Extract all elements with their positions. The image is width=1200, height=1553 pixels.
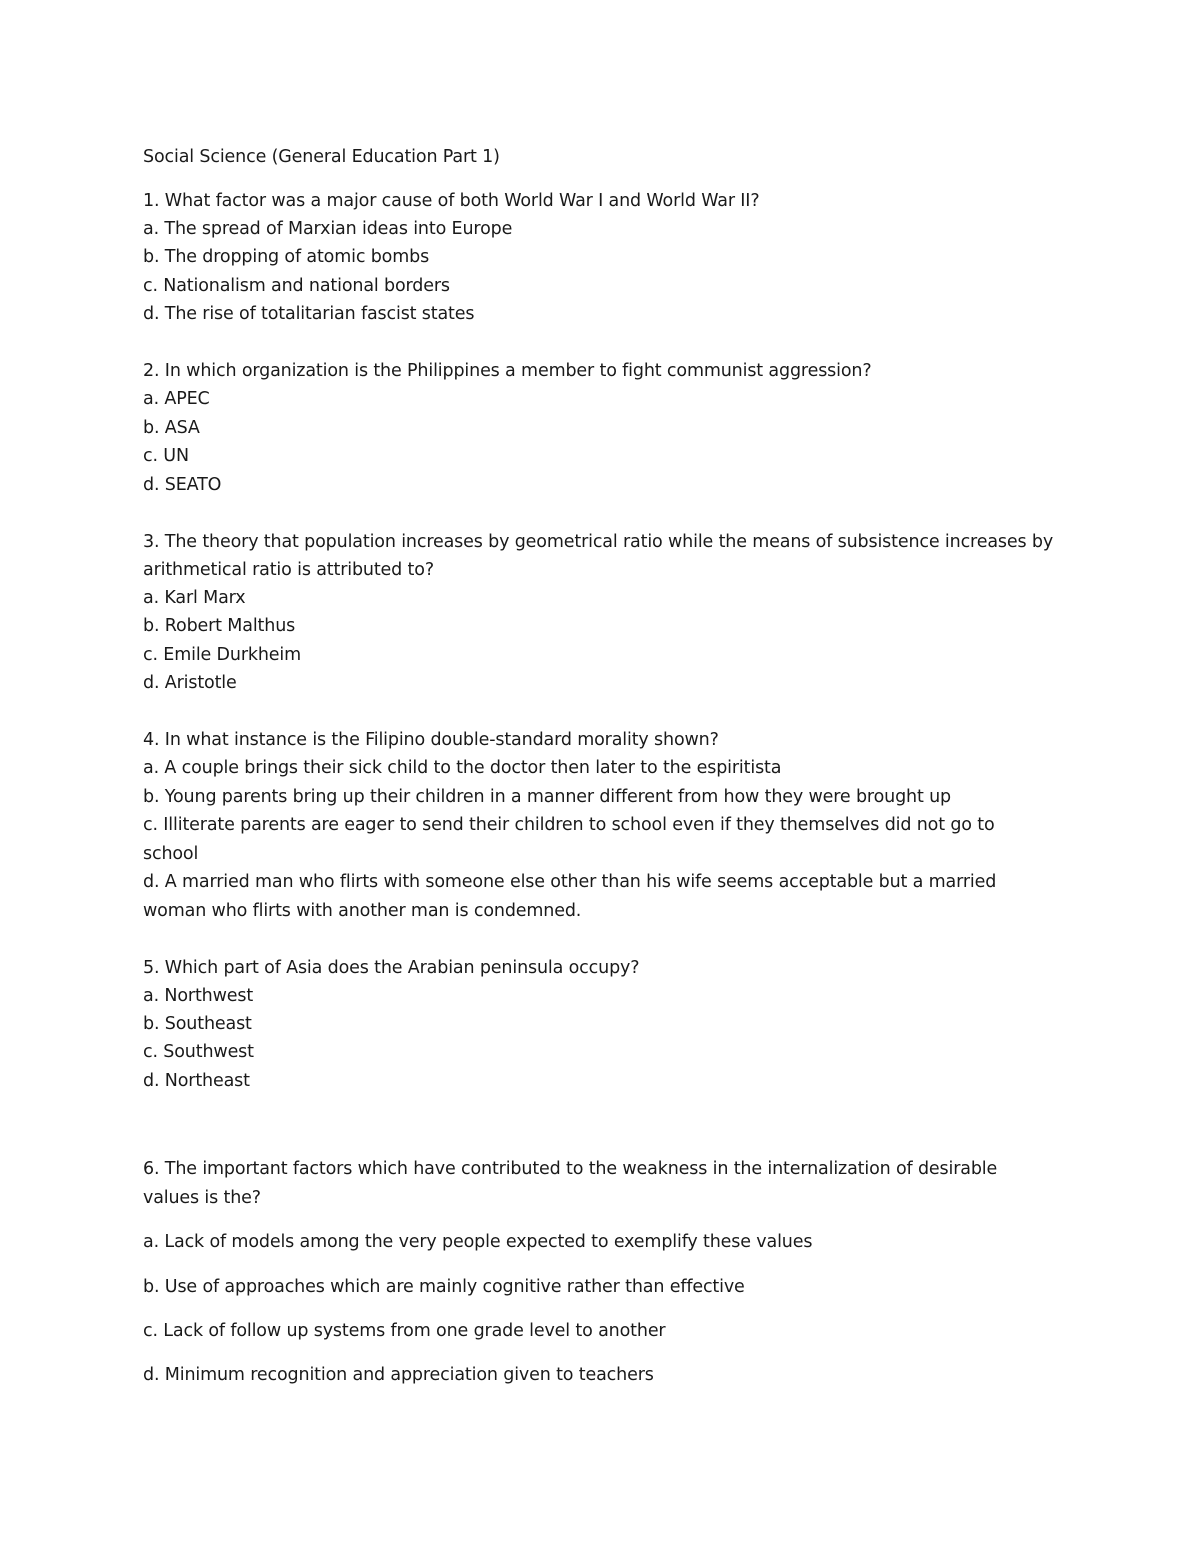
question-6-choice-a: a. Lack of models among the very people expected to exemplify these values [143,1232,813,1252]
question-3-choice-a: a. Karl Marx [143,588,246,608]
question-5-choice-a: a. Northwest [143,986,254,1006]
question-3-choice-d: d. Aristotle [143,673,237,693]
question-1-choice-b: b. The dropping of atomic bombs [143,247,430,267]
question-5-choice-b: b. Southeast [143,1014,252,1034]
question-5-prompt: 5. Which part of Asia does the Arabian peninsula occupy? [143,958,640,978]
question-3-prompt-line-1: 3. The theory that population increases by geometrical ratio while the means of subsistence increases by [143,532,1054,552]
question-4-choice-d-line-1: d. A married man who flirts with someone else other than his wife seems acceptable but a married [143,872,997,892]
question-1-choice-a: a. The spread of Marxian ideas into Europe [143,219,513,239]
question-1-prompt: 1. What factor was a major cause of both World War I and World War II? [143,191,760,211]
question-6-prompt-line-2: values is the? [143,1188,261,1208]
question-2-prompt: 2. In which organization is the Philippines a member to fight communist aggression? [143,361,872,381]
question-1-choice-d: d. The rise of totalitarian fascist states [143,304,475,324]
question-4-choice-c-line-2: school [143,844,199,864]
question-3-choice-c: c. Emile Durkheim [143,645,302,665]
question-4-choice-c-line-1: c. Illiterate parents are eager to send their children to school even if they themselves did not go to [143,815,995,835]
document-title: Social Science (General Education Part 1) [143,147,500,167]
question-6-choice-d: d. Minimum recognition and appreciation given to teachers [143,1365,654,1385]
question-5-choice-d: d. Northeast [143,1071,250,1091]
question-1-choice-c: c. Nationalism and national borders [143,276,450,296]
question-3-choice-b: b. Robert Malthus [143,616,296,636]
question-6-choice-c: c. Lack of follow up systems from one grade level to another [143,1321,666,1341]
question-6-prompt-line-1: 6. The important factors which have contributed to the weakness in the internalization of desirable [143,1159,998,1179]
question-4-choice-d-line-2: woman who flirts with another man is condemned. [143,901,582,921]
question-2-choice-c: c. UN [143,446,189,466]
question-2-choice-a: a. APEC [143,389,210,409]
question-3-prompt-line-2: arithmetical ratio is attributed to? [143,560,434,580]
question-2-choice-b: b. ASA [143,418,200,438]
question-6-choice-b: b. Use of approaches which are mainly cognitive rather than effective [143,1277,745,1297]
question-2-choice-d: d. SEATO [143,475,222,495]
question-4-choice-b: b. Young parents bring up their children in a manner different from how they were brought up [143,787,951,807]
question-4-prompt: 4. In what instance is the Filipino double-standard morality shown? [143,730,719,750]
question-5-choice-c: c. Southwest [143,1042,254,1062]
question-4-choice-a: a. A couple brings their sick child to the doctor then later to the espiritista [143,758,782,778]
